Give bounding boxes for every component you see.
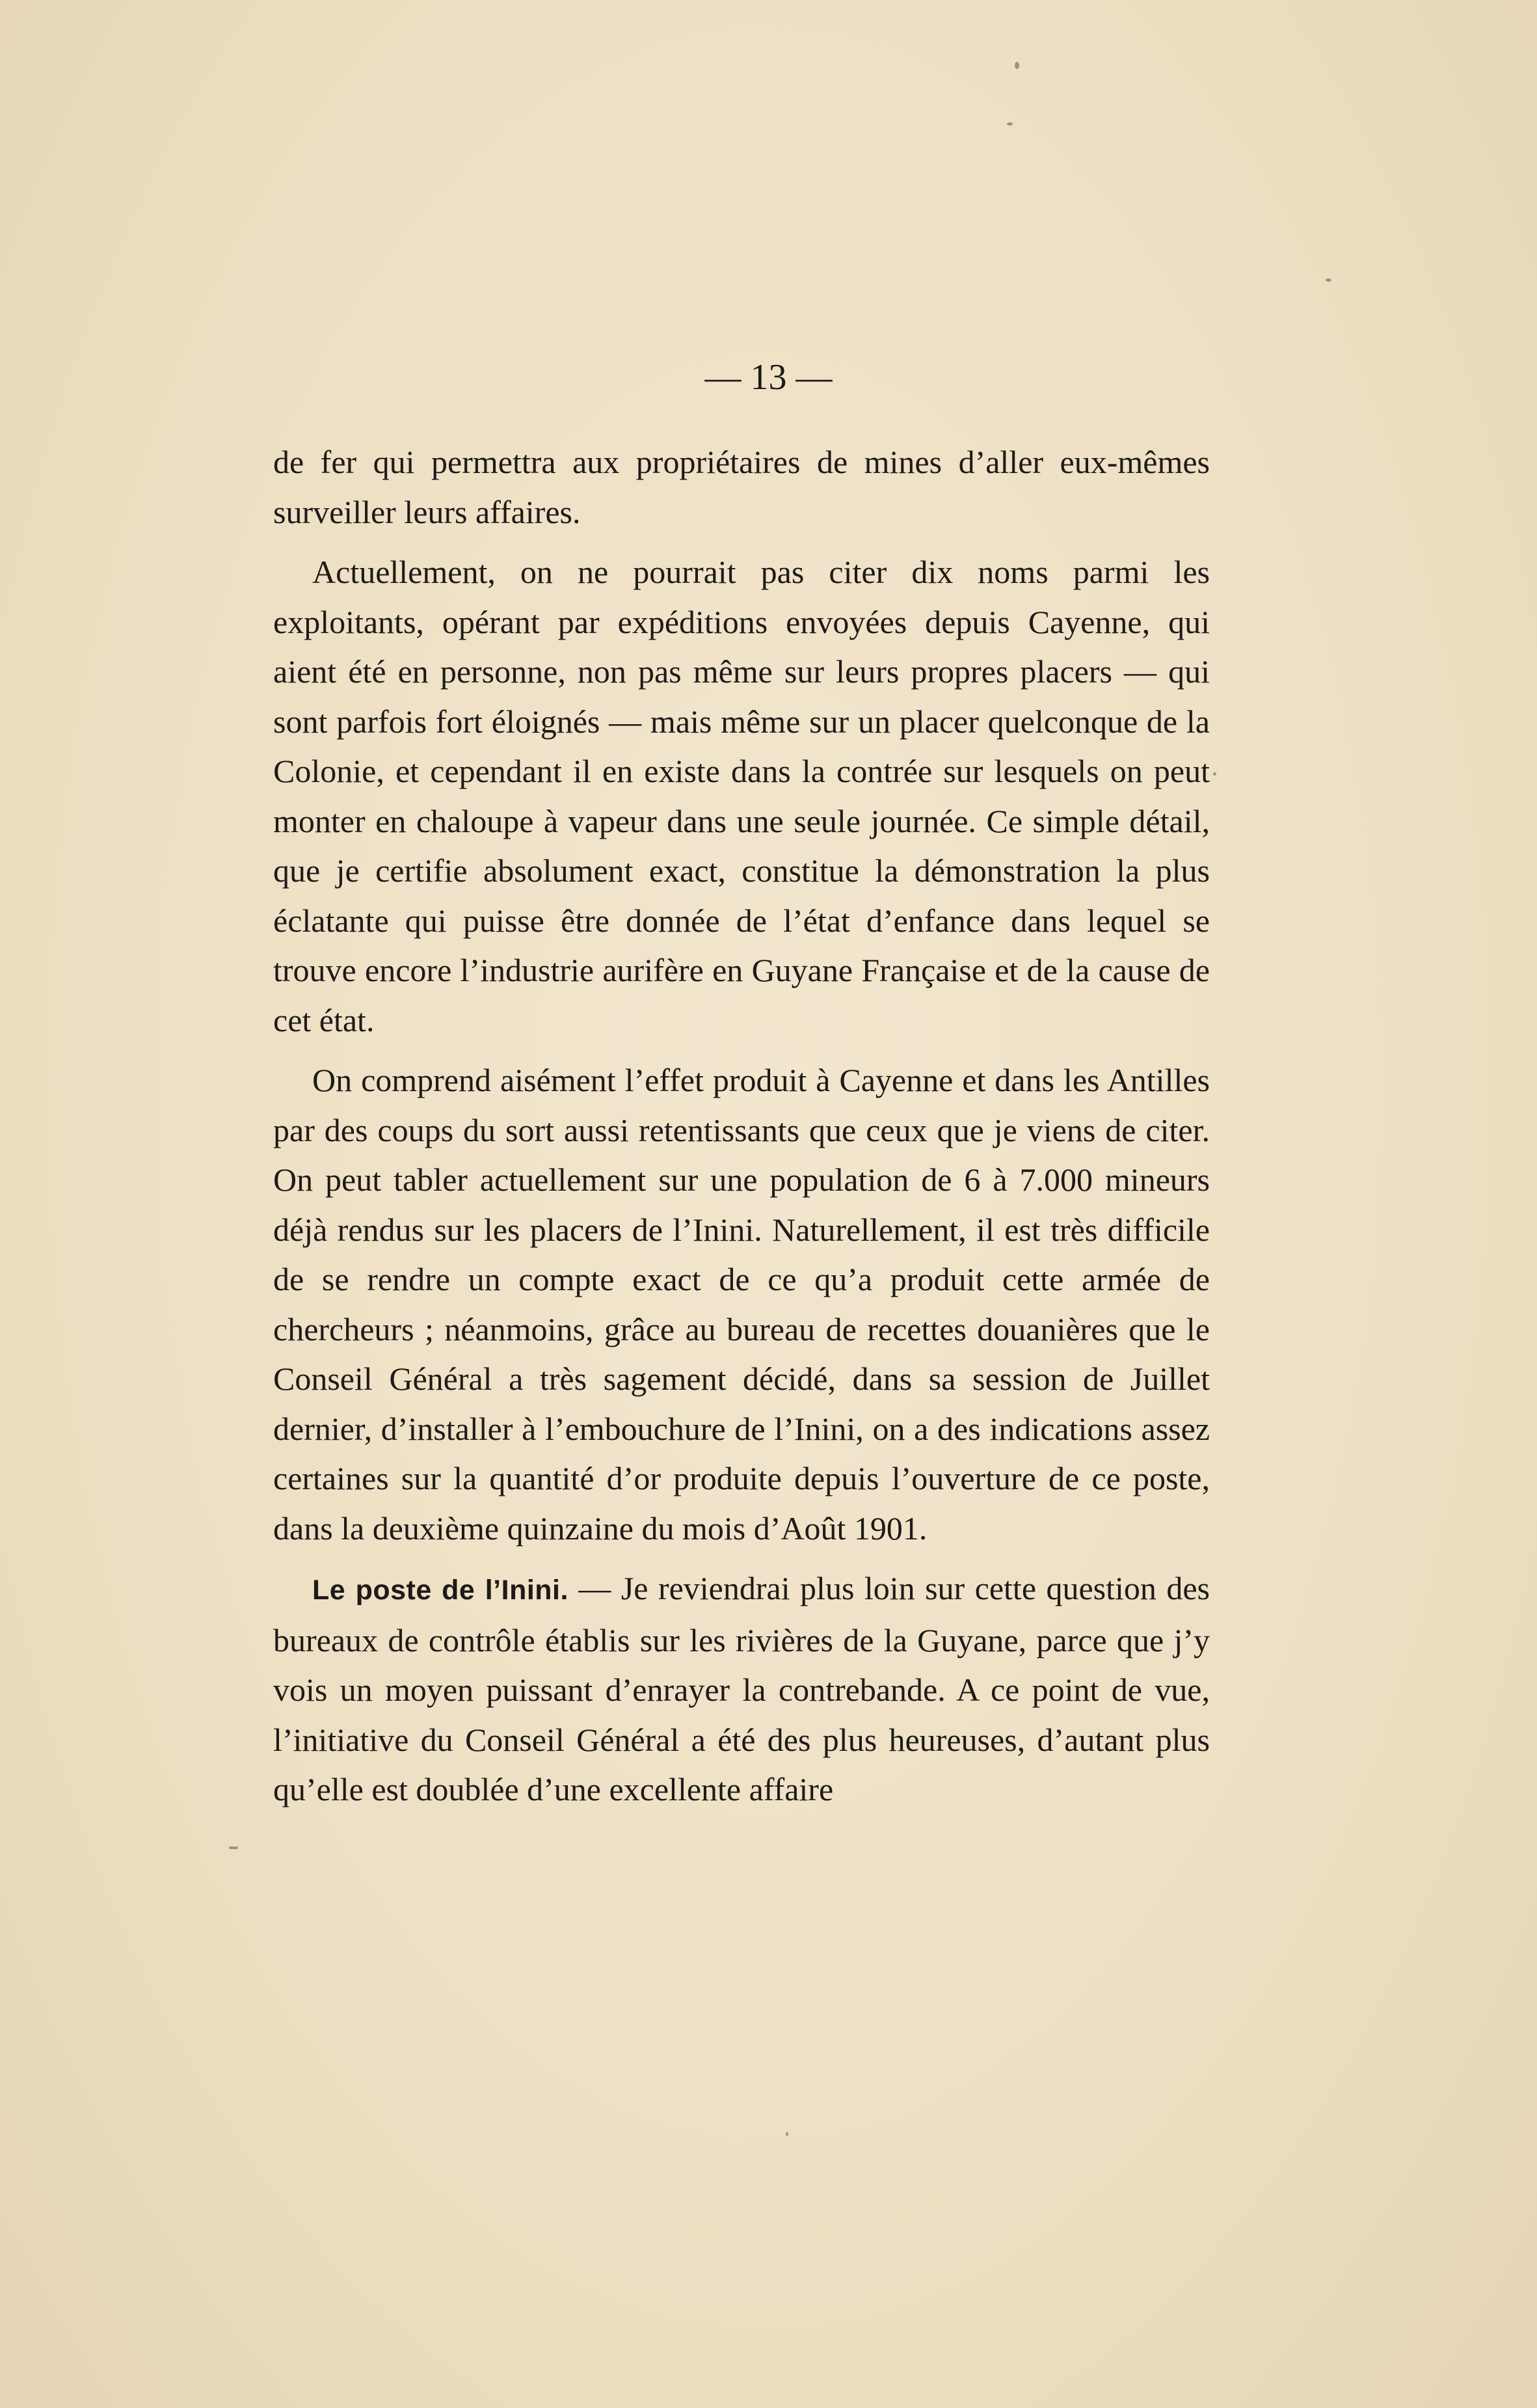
page-number: — 13 — <box>704 357 833 398</box>
paper-speck <box>229 1847 238 1849</box>
paper-speck <box>786 2132 788 2136</box>
paper-speck <box>1015 62 1019 69</box>
body-text <box>273 437 1210 1815</box>
paper-speck <box>1326 278 1331 282</box>
paragraph-text: On comprend aisément l’effet produit à Cayenne et dans les Antilles par des coups du sort aussi retentissants que ceux que je viens de citer. On peut tabler actuellement sur une population de 6 à 7.000 mineurs déjà rendus sur les placers de l’Inini. Naturellement, il est très difficile de se rendre un compte exact de ce qu’a produit cette armée de chercheurs ; néanmoins, grâce au bureau de recettes douanières que le Conseil Général a très sagement décidé, dans sa session de Juillet dernier, d’installer à l’embouchure de l’Inini, on a des indications assez certaines sur la quantité d’or produite depuis l’ouverture de ce poste, dans la deuxième quinzaine du mois d’Août 1901. <box>273 1062 1210 1547</box>
paragraph <box>273 547 1210 1045</box>
paragraph-continued <box>273 437 1210 537</box>
paper-speck <box>1007 122 1013 126</box>
paragraph-text: Actuellement, on ne pourrait pas citer dix noms parmi les exploitants, opérant par expéditions envoyées depuis Cayenne, qui aient été en personne, non pas même sur leurs propres placers — qui sont parfois fort éloignés — mais même sur un placer quelconque de la Colonie, et cependant il en existe dans la contrée sur lesquels on peut monter en chaloupe à vapeur dans une seule journée. Ce simple détail, que je certifie absolument exact, constitue la démonstration la plus éclatante qui puisse être donnée de l’état d’enfance dans lequel se trouve encore l’industrie aurifère en Guyane Française et de la cause de cet état. <box>273 554 1210 1038</box>
paper-speck <box>1213 772 1216 776</box>
paragraph <box>273 1563 1210 1815</box>
paragraph-text: de fer qui permettra aux propriétaires de mines d’aller eux-mêmes surveiller leurs affaires. <box>273 444 1210 530</box>
paragraph <box>273 1055 1210 1553</box>
run-in-heading: Le poste de l’Inini. <box>312 1575 568 1606</box>
paragraph-text: — Je reviendrai plus loin sur cette question des bureaux de contrôle établis sur les rivières de la Guyane, parce que j’y vois un moyen puissant d’enrayer la contrebande. A ce point de vue, l’initiative du Conseil Général a été des plus heureuses, d’autant plus qu’elle est doublée d’une excellente affaire <box>273 1570 1210 1807</box>
